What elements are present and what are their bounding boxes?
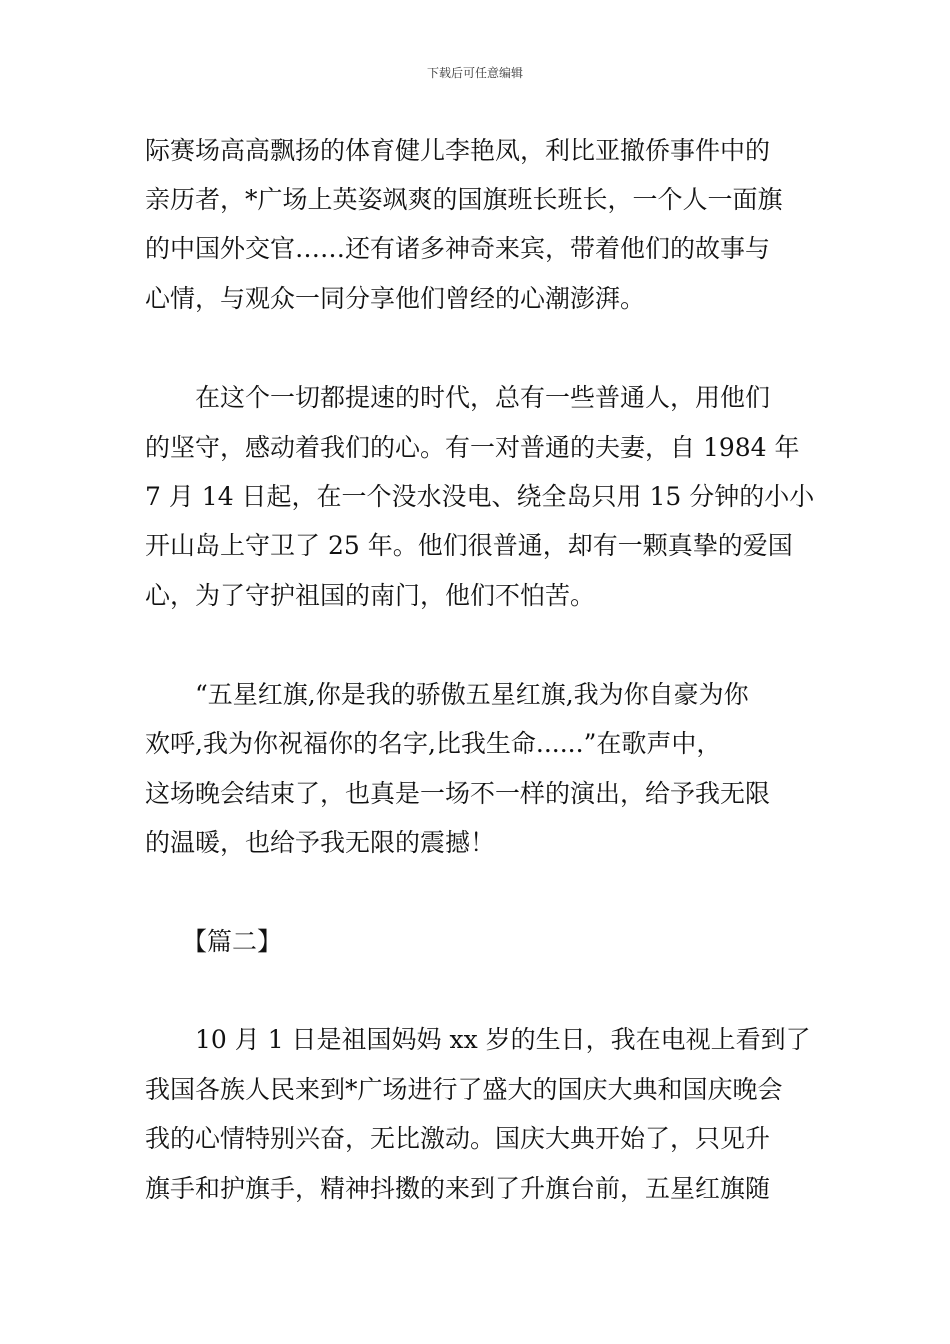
paragraph-3-line-4: 的温暖，也给予我无限的震撼！ [145, 828, 496, 857]
paragraph-5-line-1: 10 月 1 日是祖国妈妈 xx 岁的生日，我在电视上看到了 [195, 1025, 811, 1054]
paragraph-1-line-2: 亲历者，*广场上英姿飒爽的国旗班长班长，一个人一面旗 [145, 185, 783, 214]
paragraph-2-line-3: 7 月 14 日起，在一个没水没电、绕全岛只用 15 分钟的小小 [145, 482, 815, 511]
paragraph-1-line-3: 的中国外交官……还有诸多神奇来宾，带着他们的故事与 [145, 234, 771, 263]
paragraph-5-line-3: 我的心情特别兴奋，无比激动。国庆大典开始了，只见升 [145, 1124, 771, 1153]
paragraph-5-line-2: 我国各族人民来到*广场进行了盛大的国庆大典和国庆晚会 [145, 1075, 783, 1104]
paragraph-1-line-4: 心情，与观众一同分享他们曾经的心潮澎湃。 [145, 284, 646, 313]
paragraph-3-line-2: 欢呼,我为你祝福你的名字,比我生命......”在歌声中， [145, 729, 722, 758]
paragraph-3-line-3: 这场晚会结束了，也真是一场不一样的演出，给予我无限 [145, 779, 771, 808]
paragraph-2-line-1: 在这个一切都提速的时代，总有一些普通人，用他们 [195, 383, 771, 412]
page-header: 下载后可任意编辑 [426, 66, 523, 80]
section-heading: 【篇二】 [182, 927, 283, 956]
paragraph-2-line-2: 的坚守，感动着我们的心。有一对普通的夫妻，自 1984 年 [145, 433, 800, 462]
paragraph-1-line-1: 际赛场高高飘扬的体育健儿李艳凤，利比亚撤侨事件中的 [145, 136, 771, 165]
paragraph-2-line-5: 心，为了守护祖国的南门，他们不怕苦。 [145, 581, 596, 610]
paragraph-2-line-4: 开山岛上守卫了 25 年。他们很普通，却有一颗真挚的爱国 [145, 531, 793, 560]
paragraph-3-line-1: “五星红旗,你是我的骄傲五星红旗,我为你自豪为你 [195, 680, 749, 709]
paragraph-5-line-4: 旗手和护旗手，精神抖擞的来到了升旗台前，五星红旗随 [145, 1174, 771, 1203]
